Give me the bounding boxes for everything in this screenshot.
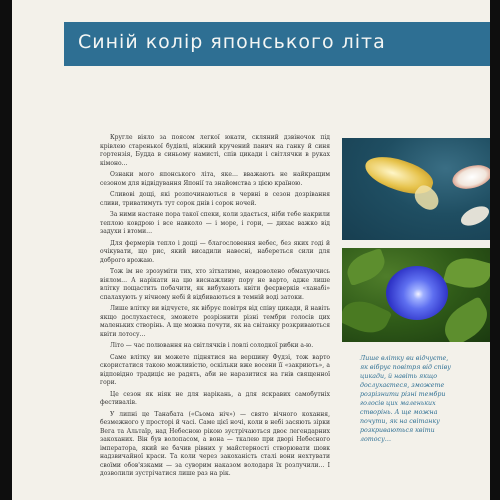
body-text (100, 134, 330, 482)
paragraph: Лише влітку ви відчуєте, як вібрує повітря від співу цикади, й навіть якщо дослухаєтеся, зможете розрізнити різні тембри голосів цих маленьких створінь. А ще можна почути, як на світанку розкриваються квіти лотосу… (100, 305, 330, 338)
paragraph: Ознаки мого японського літа, яке… вважають не найкращим сезоном для відвідування Японії та знайомства з цією країною. (100, 171, 330, 187)
paragraph: Тож ім не зрозуміти тих, хто зітхатиме, невдоволено обмахуючись віялом… А нарікати на цю виснажливу пору не варто, адже лише влітку пощастить побачити, як вибухають квіти феєрверків «ханабі» спалахують у нічному небі й відбиваються в темній воді затоки. (100, 268, 330, 301)
leaf (342, 294, 392, 341)
paragraph: Саме влітку ви можете піднятися на вершину Фудзі, тож варто скористатися такою можливістю, оскільки вже восени її «закриють», а відповідно традиціє не радять, аби не наразитися на гнів священної гори. (100, 353, 330, 386)
paragraph: Кругле віяло за поясом легкої юкати, скляний дзвіночок під крівлею старенької будівлі, ніжний кручений панич на ганку й синя гортензія, Будда в синьому намисті, спів цикади і світлячки в руках кімоно… (100, 134, 330, 167)
paragraph: За ними настане пора такої спеки, коли здається, ніби тебе накрили теплою ковдрою і все навколо — і море, і гори, — дихає важко від задухи і втоми… (100, 211, 330, 235)
paragraph: Літо — час полювання на світлячків і ловлі солодкої рибки а-ю. (110, 342, 314, 349)
koi-fish (458, 202, 490, 229)
morning-glory-flower (386, 266, 448, 320)
koi-fish-photo (342, 138, 490, 240)
paragraph: Це сезон як ніяк не для нарікань, а для яскравих самобутніх фестивалів. (100, 390, 330, 406)
paragraph: Для фермерів тепло і дощі — благословення небес, без яких годі й очікувати, що рис, який висадили навесні, набереться сили для доброго врожаю. (100, 239, 330, 264)
pull-quote: Лише влітку ви відчуєте, як вібрує повітря від співу цикади, й навіть якщо дослухаєтеся, зможете розрізнити різні тембри голосів цих маленьких створінь. А ще можна почути, як на світанку розкриваються квіти лотосу… (360, 355, 451, 443)
leaf (443, 253, 490, 293)
paragraph: У липні це Танабата («Сьома ніч») — свято вічного кохання, безмежного у просторі й часі. Саме цієї ночі, коли в небі засяють зірки Вега та Альтаїр, над Небесною рікою зустрічаються двоє легендарних закоханих. Він був волопасом, а вона — ткалею при дворі Небесного імператора, який не бачив рівних у майстерності створювати шовк надзвичайної краси. Та коли через закоханість сталі вони нехтувати своїми обов'язками — за суворим наказом володаря їх розлучили… І дозволили зустрічатися лише раз на рік. (100, 410, 330, 477)
leaf (343, 248, 389, 286)
title-band (64, 22, 490, 66)
morning-glory-photo (342, 248, 490, 342)
page-title: Синій колір японського літа (78, 31, 386, 53)
koi-fish (450, 161, 490, 193)
paragraph: Сливові дощі, які розпочинаються в червні в сезон дозрівання сливи, триватимуть тут сорок днів і сорок ночей. (100, 191, 330, 207)
book-page (12, 0, 490, 500)
